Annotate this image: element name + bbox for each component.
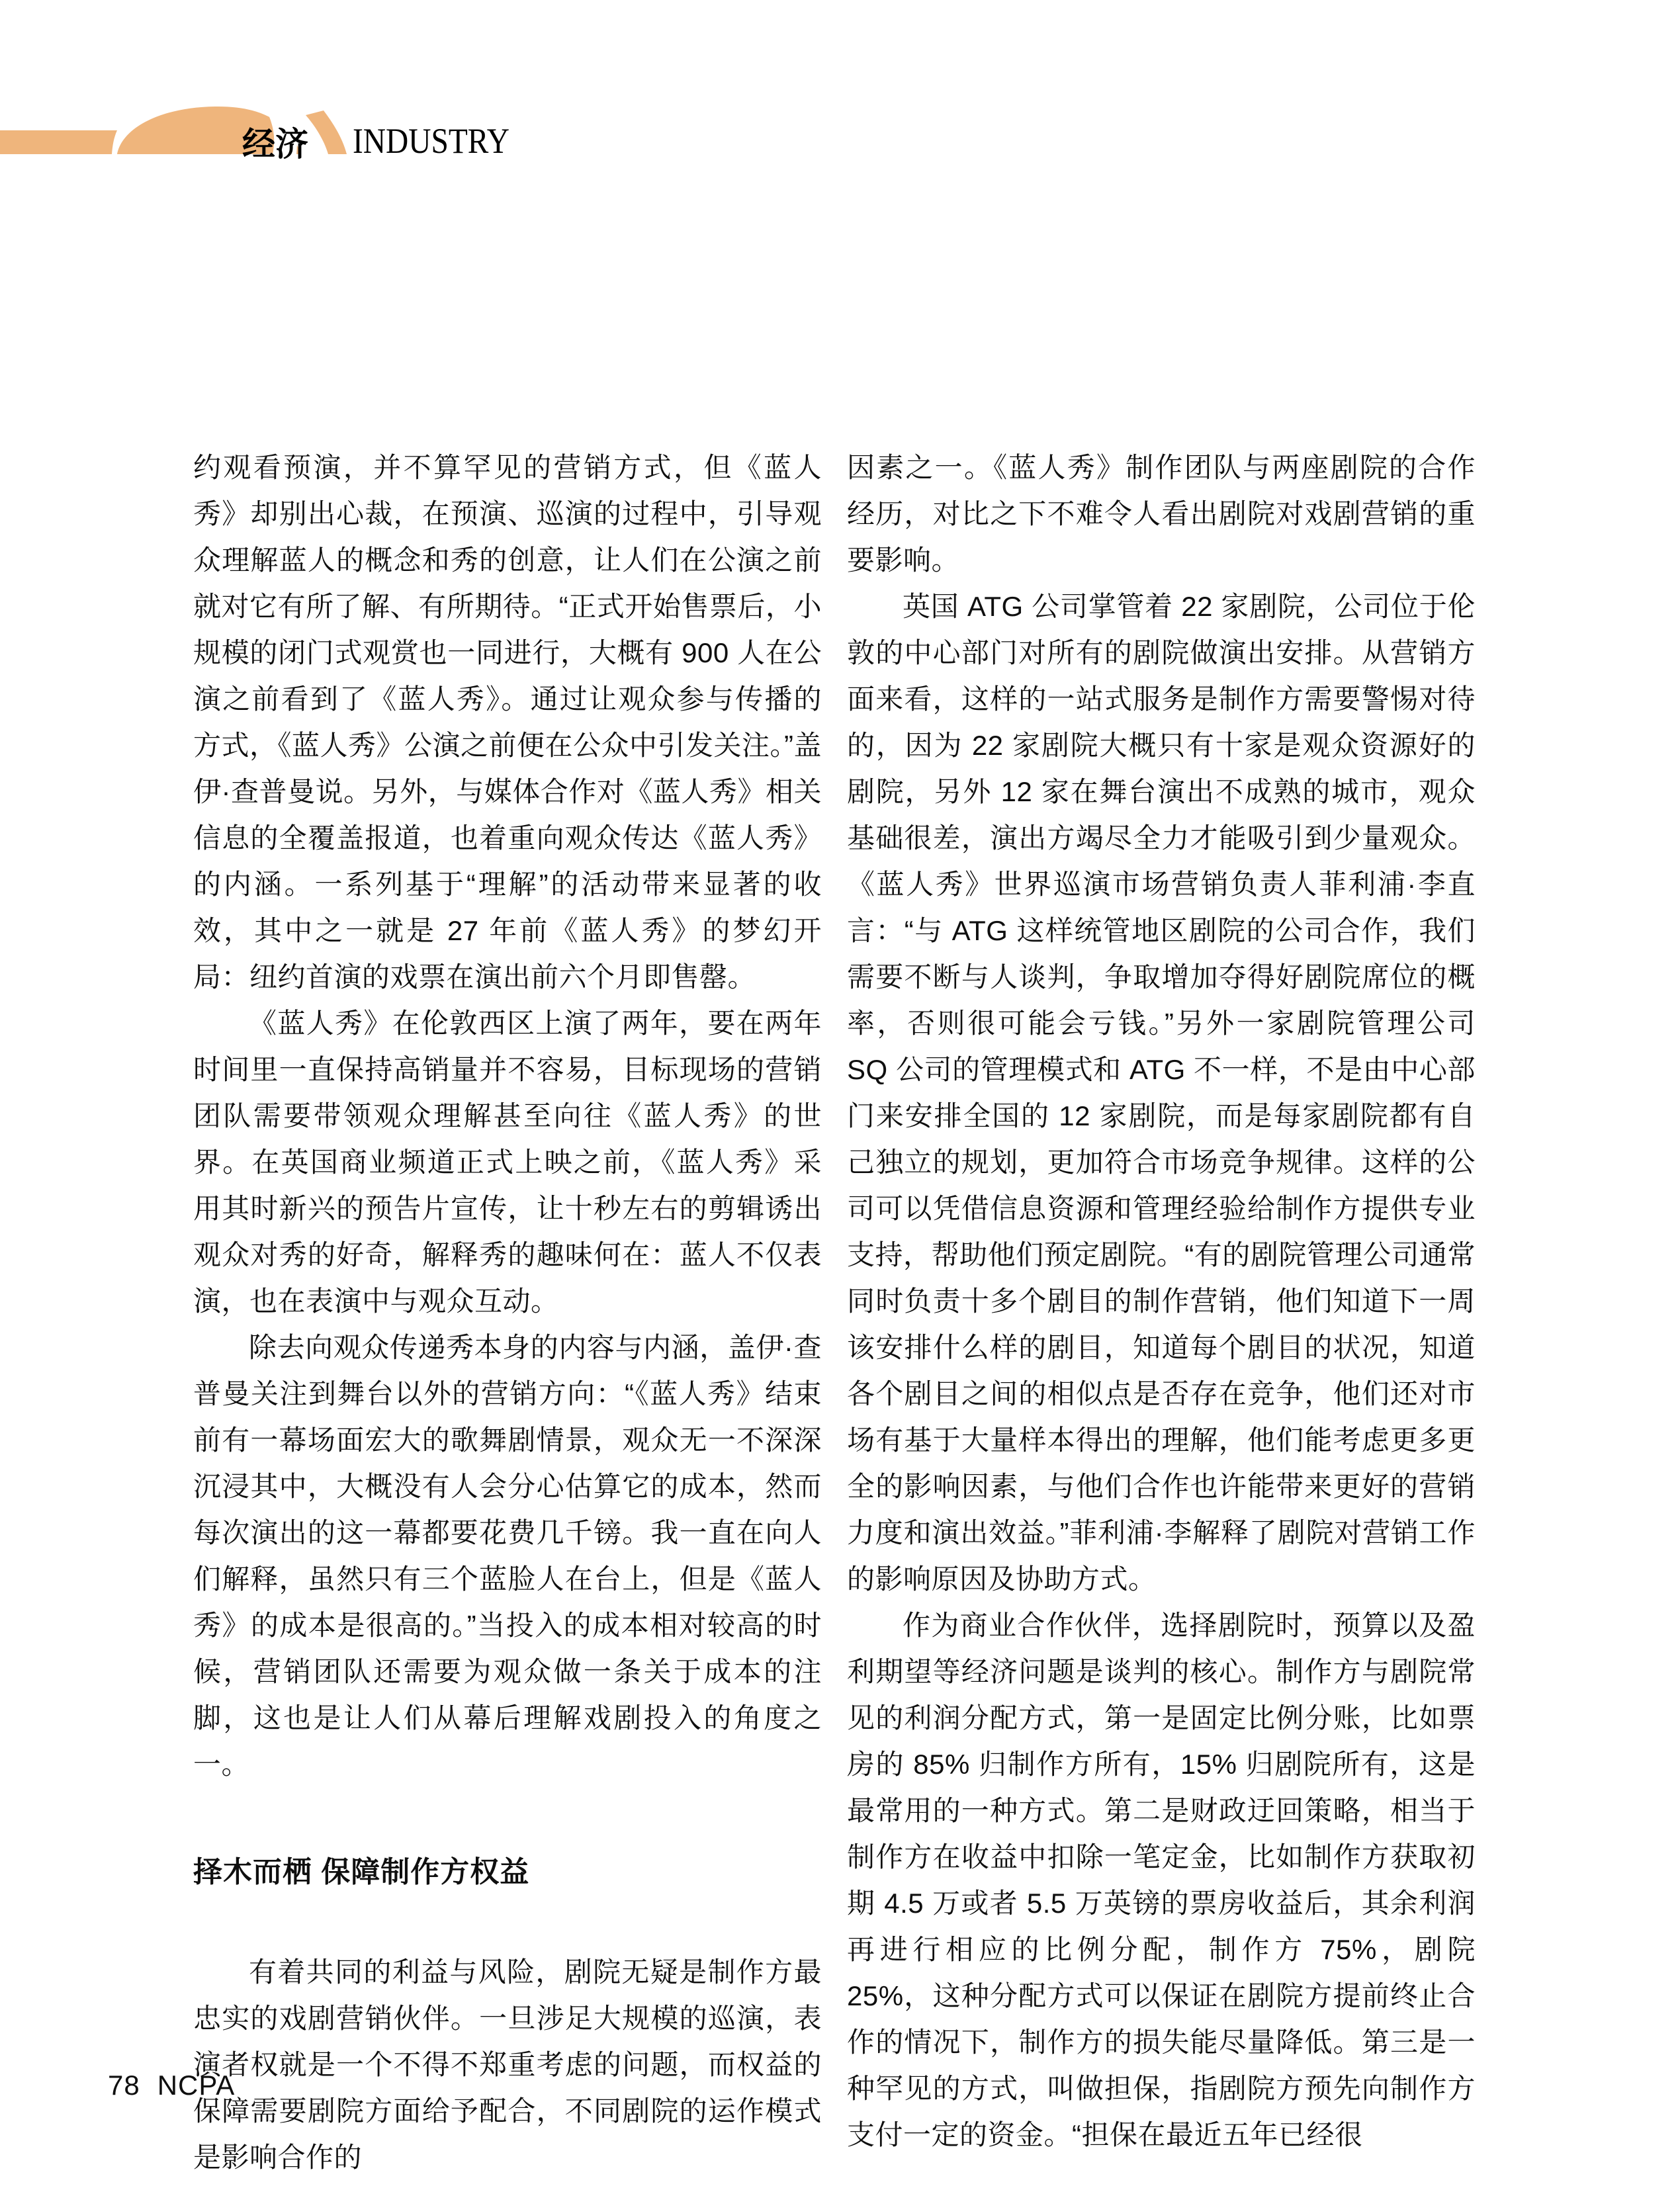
- page-number: 78: [108, 2070, 140, 2101]
- section-title-en: INDUSTRY: [353, 121, 509, 161]
- text-column-left: [193, 445, 822, 2181]
- paragraph: 因素之一。《蓝人秀》制作团队与两座剧院的合作经历，对比之下不难令人看出剧院对戏剧营销的重要影响。: [847, 452, 1476, 576]
- paragraph: 英国 ATG 公司掌管着 22 家剧院，公司位于伦敦的中心部门对所有的剧院做演出安排。从营销方面来看，这样的一站式服务是制作方需要警惕对待的，因为 22 家剧院大概只有十家是观众资源好的剧院，另外 12 家在舞台演出不成熟的城市，观众基础很差，演出方竭尽全力才能吸引到少量观众。《蓝人秀》世界巡演市场营销负责人菲利浦·李直言：“与 ATG 这样统管地区剧院的公司合作，我们需要不断与人谈判，争取增加夺得好剧院席位的概率，否则很可能会亏钱。”另外一家剧院管理公司 SQ 公司的管理模式和 ATG 不一样，不是由中心部门来安排全国的 12 家剧院，而是每家剧院都有自己独立的规划，更加符合市场竞争规律。这样的公司可以凭借信息资源和管理经验给制作方提供专业支持，帮助他们预定剧院。“有的剧院管理公司通常同时负责十多个剧目的制作营销，他们知道下一周该安排什么样的剧目，知道每个剧目的状况，知道各个剧目之间的相似点是否存在竞争，他们还对市场有基于大量样本得出的理解，他们能考虑更多更全的影响因素，与他们合作也许能带来更好的营销力度和演出效益。”菲利浦·李解释了剧院对营销工作的影响原因及协助方式。: [847, 591, 1476, 1595]
- text-column-right: [847, 445, 1476, 2181]
- page-footer: [108, 2070, 235, 2101]
- paragraph: 《蓝人秀》在伦敦西区上演了两年，要在两年时间里一直保持高销量并不容易，目标现场的营销团队需要带领观众理解甚至向往《蓝人秀》的世界。在英国商业频道正式上映之前，《蓝人秀》采用其时新兴的预告片宣传，让十秒左右的剪辑诱出观众对秀的好奇，解释秀的趣味何在：蓝人不仅表演，也在表演中与观众互动。: [193, 1008, 822, 1317]
- paragraph: 作为商业合作伙伴，选择剧院时，预算以及盈利期望等经济问题是谈判的核心。制作方与剧院常见的利润分配方式，第一是固定比例分账，比如票房的 85% 归制作方所有，15% 归剧院所有，这是最常用的一种方式。第二是财政迂回策略，相当于制作方在收益中扣除一笔定金，比如制作方获取初期 4.5 万或者 5.5 万英镑的票房收益后，其余利润再进行相应的比例分配，制作方 75%，剧院 25%，这种分配方式可以保证在剧院方提前终止合作的情况下，制作方的损失能尽量降低。第三是一种罕见的方式，叫做担保，指剧院方预先向制作方支付一定的资金。“担保在最近五年已经很: [847, 1610, 1476, 2150]
- header-crescent-shape: [306, 110, 347, 154]
- header-bar-shape: [0, 130, 117, 154]
- journal-name: NCPA: [157, 2070, 236, 2101]
- subsection-heading: 择木而栖 保障制作方权益: [193, 1856, 530, 1888]
- paragraph: 约观看预演，并不算罕见的营销方式，但《蓝人秀》却别出心裁，在预演、巡演的过程中，引导观众理解蓝人的概念和秀的创意，让人们在公演之前就对它有所了解、有所期待。“正式开始售票后，小规模的闭门式观赏也一同进行，大概有 900 人在公演之前看到了《蓝人秀》。通过让观众参与传播的方式，《蓝人秀》公演之前便在公众中引发关注。”盖伊·查普曼说。另外，与媒体合作对《蓝人秀》相关信息的全覆盖报道，也着重向观众传达《蓝人秀》的内涵。一系列基于“理解”的活动带来显著的收效，其中之一就是 27 年前《蓝人秀》的梦幻开局：纽约首演的戏票在演出前六个月即售罄。: [193, 452, 822, 992]
- article-body: [193, 445, 1476, 2181]
- paragraph: 除去向观众传递秀本身的内容与内涵，盖伊·查普曼关注到舞台以外的营销方向：“《蓝人秀》结束前有一幕场面宏大的歌舞剧情景，观众无一不深深沉浸其中，大概没有人会分心估算它的成本，然而每次演出的这一幕都要花费几千镑。我一直在向人们解释，虽然只有三个蓝脸人在台上，但是《蓝人秀》的成本是很高的。”当投入的成本相对较高的时候，营销团队还需要为观众做一条关于成本的注脚，这也是让人们从幕后理解戏剧投入的角度之一。: [193, 1332, 822, 1780]
- section-header-logo: [0, 0, 529, 172]
- paragraph: 有着共同的利益与风险，剧院无疑是制作方最忠实的戏剧营销伙伴。一旦涉足大规模的巡演，表演者权就是一个不得不郑重考虑的问题，而权益的保障需要剧院方面给予配合，不同剧院的运作模式是影响合作的: [193, 1956, 822, 2173]
- section-title-zh: 经济: [242, 126, 308, 163]
